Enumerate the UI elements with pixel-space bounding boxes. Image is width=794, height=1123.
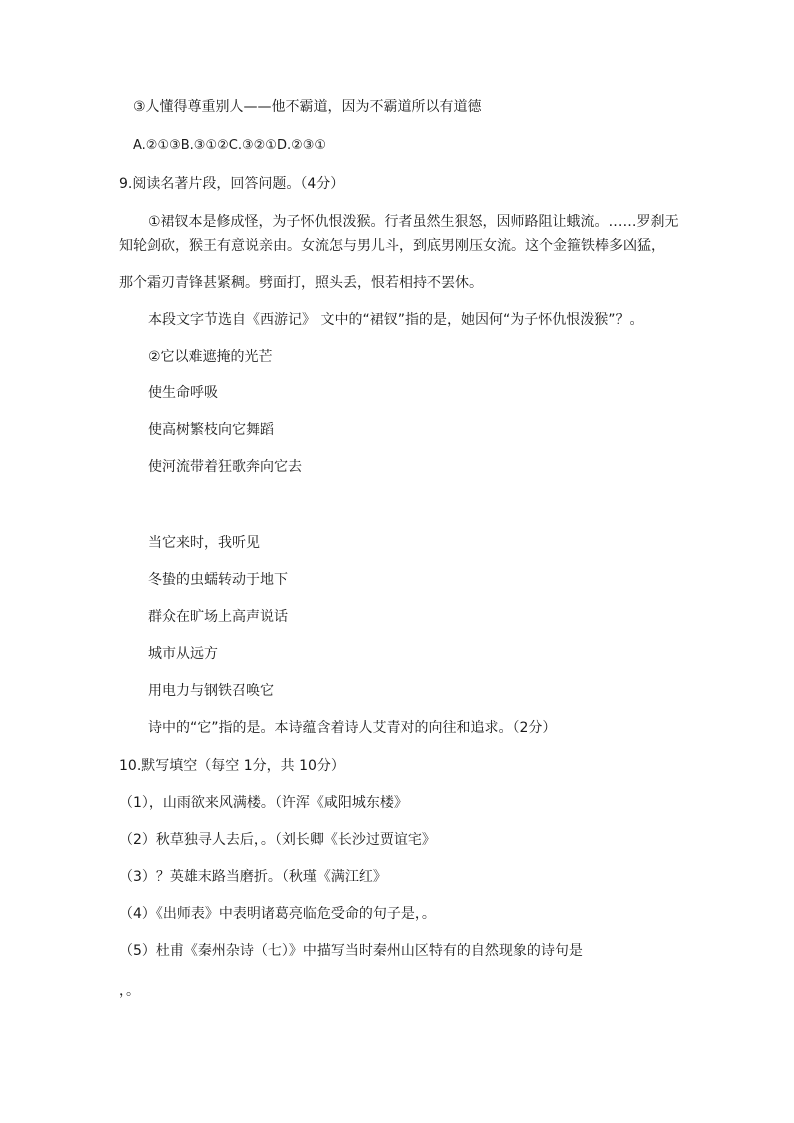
question-9-sub1: 本段文字节选自《西游记》 文中的“裙钗”指的是，她因何“为子怀仇恨泼猴”？。 — [148, 312, 644, 328]
passage-line: 知轮剑砍，猴王有意说亲由。女流怎与男儿斗，到底男刚压女流。这个金箍铁棒多凶猛， — [119, 238, 665, 254]
poem-line: 群众在旷场上高声说话 — [148, 609, 288, 625]
poem-line: 使高树繁枝向它舞蹈 — [148, 422, 274, 438]
fill-in-item-3: （3）？英雄末路当磨折。（秋瑾《满江红》 — [119, 869, 387, 885]
question-10-heading: 10.默写填空（每空 1分，共 10分） — [119, 758, 345, 774]
fill-in-item-5: （5）杜甫《秦州杂诗（七）》中描写当时秦州山区特有的自然现象的诗句是 — [119, 943, 583, 959]
fill-in-item-4: （4）《出师表》中表明诸葛亮临危受命的句子是，。 — [119, 906, 436, 922]
passage-line: 那个霜刃青锋甚紧稠。劈面打，照头丢，恨若相持不罢休。 — [119, 275, 483, 291]
poem-line: 当它来时，我听见 — [148, 535, 260, 551]
poem-line: 使生命呼吸 — [148, 385, 218, 401]
poem-line: 城市从远方 — [148, 646, 218, 662]
fill-in-item-1: （1），山雨欲来风满楼。（许浑《咸阳城东楼》 — [119, 795, 408, 811]
option-3-text: ③人懂得尊重别人——他不霸道，因为不霸道所以有道德 — [133, 99, 482, 115]
fill-in-item-5-tail: ，。 — [119, 983, 140, 999]
passage-line: ①裙钗本是修成怪，为子怀仇恨泼猴。行者虽然生狠怒，因师路阻让蛾流。……罗刹无 — [148, 214, 679, 230]
answer-choices: A.②①③B.③①②C.③②①D.②③① — [133, 138, 327, 153]
question-9-sub2: 诗中的“它”指的是。本诗蕴含着诗人艾青对的向往和追求。（2分） — [148, 720, 557, 736]
poem-line: 冬蛰的虫蠕转动于地下 — [148, 572, 288, 588]
poem-line: 使河流带着狂歌奔向它去 — [148, 459, 302, 475]
question-9-heading: 9.阅读名著片段，回答问题。（4分） — [119, 176, 345, 192]
poem-line: 用电力与钢铁召唤它 — [148, 683, 274, 699]
poem-intro-line: ②它以难遮掩的光芒 — [148, 349, 273, 365]
fill-in-item-2: （2）秋草独寻人去后，。（刘长卿《长沙过贾谊宅》 — [119, 832, 436, 848]
